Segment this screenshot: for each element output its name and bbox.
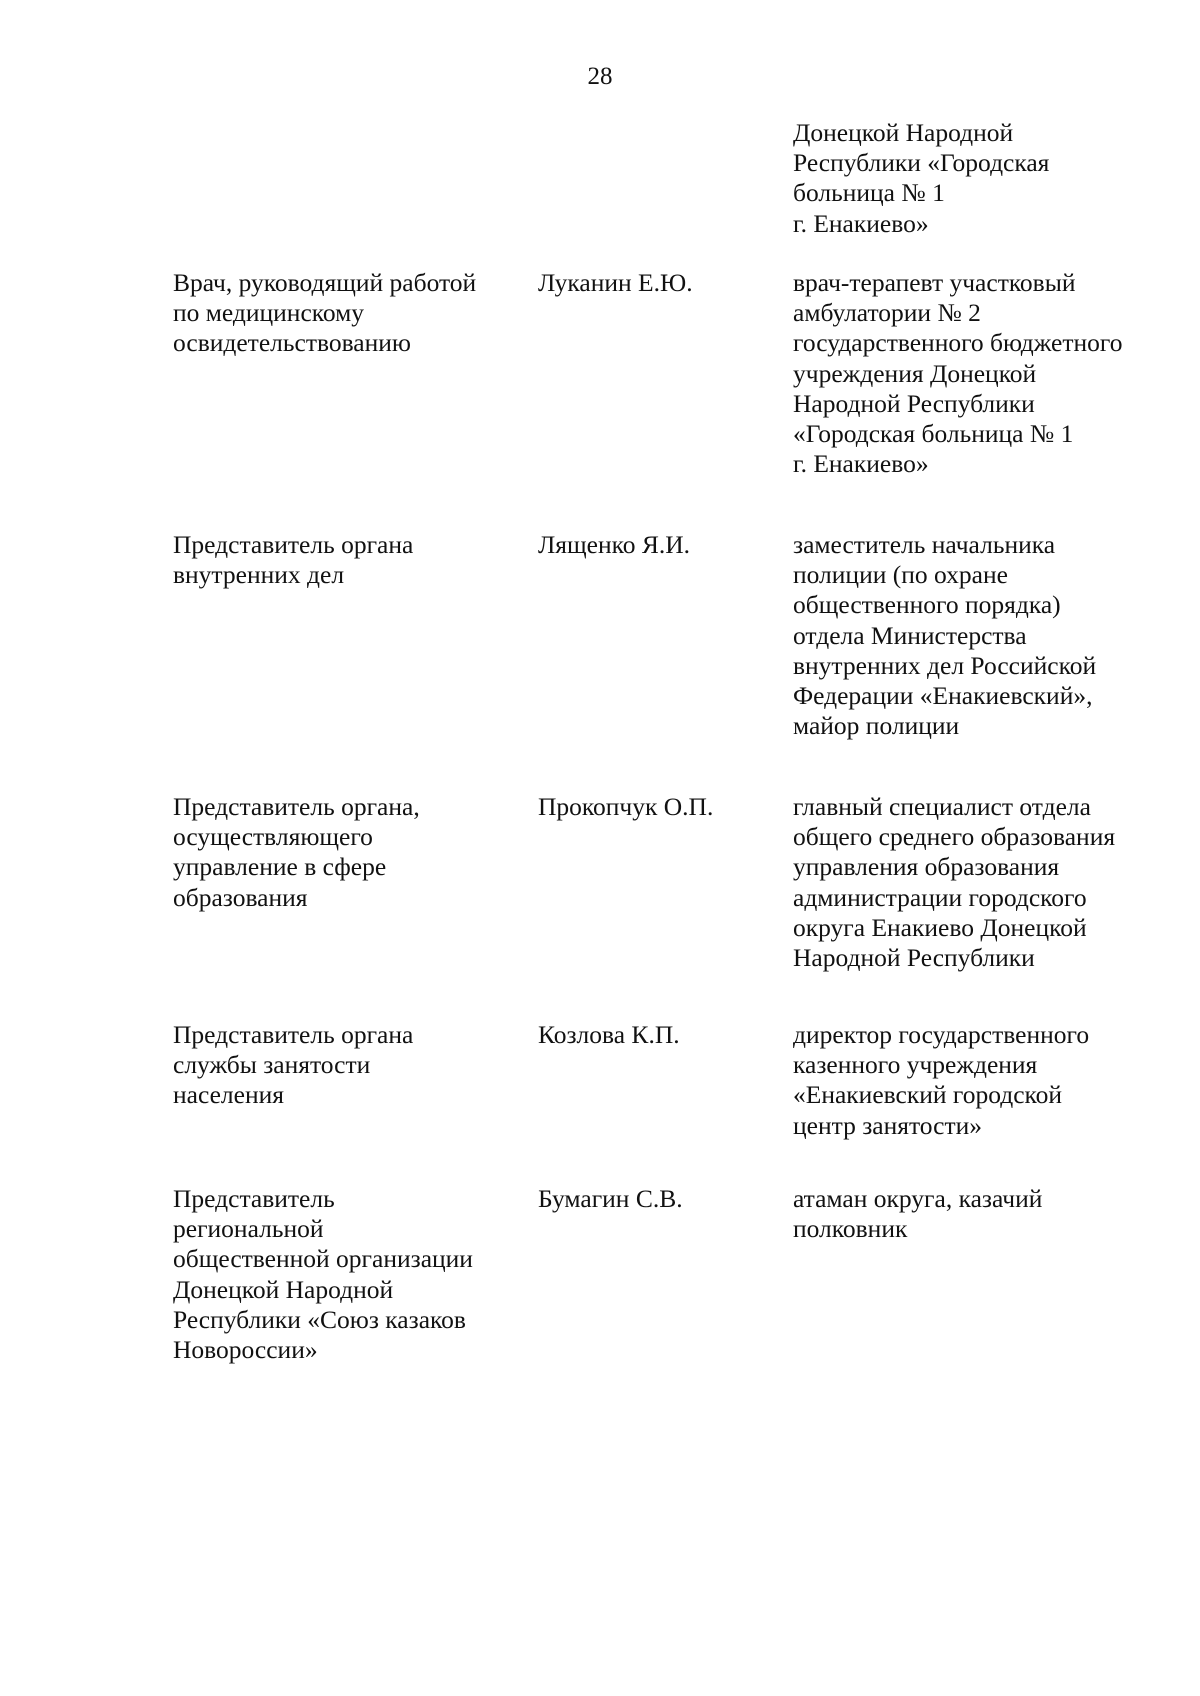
member-position: врач-терапевт участковый амбулатории № 2 государственного бюджетного учреждения Донецкой Народной Республики «Городская больница № 1 г. Енакиево» [793, 268, 1123, 479]
member-name: Лященко Я.И. [538, 530, 691, 559]
member-role: Представитель органа, осуществляющего управление в сфере образования [173, 792, 420, 912]
member-name: Бумагин С.В. [538, 1184, 683, 1213]
member-position: атаман округа, казачий полковник [793, 1184, 1043, 1244]
member-position: заместитель начальника полиции (по охране общественного порядка) отдела Министерства внутренних дел Российской Федерации «Енакиевский», майор полиции [793, 530, 1097, 741]
member-name: Луканин Е.Ю. [538, 268, 693, 297]
member-position: директор государственного казенного учреждения «Енакиевский городской центр занятости» [793, 1020, 1090, 1140]
member-position: главный специалист отдела общего среднего образования управления образования администрации городского округа Енакиево Донецкой Народной Республики [793, 792, 1116, 973]
member-role: Представитель органа службы занятости населения [173, 1020, 414, 1110]
continued-position-text: Донецкой Народной Республики «Городская больница № 1 г. Енакиево» [793, 118, 1050, 238]
member-role: Врач, руководящий работой по медицинскому освидетельствованию [173, 268, 477, 358]
member-role: Представитель органа внутренних дел [173, 530, 414, 590]
member-name: Прокопчук О.П. [538, 792, 714, 821]
member-role: Представитель региональной общественной организации Донецкой Народной Республики «Союз казаков Новороссии» [173, 1184, 473, 1365]
page-number: 28 [587, 63, 613, 90]
member-name: Козлова К.П. [538, 1020, 680, 1049]
